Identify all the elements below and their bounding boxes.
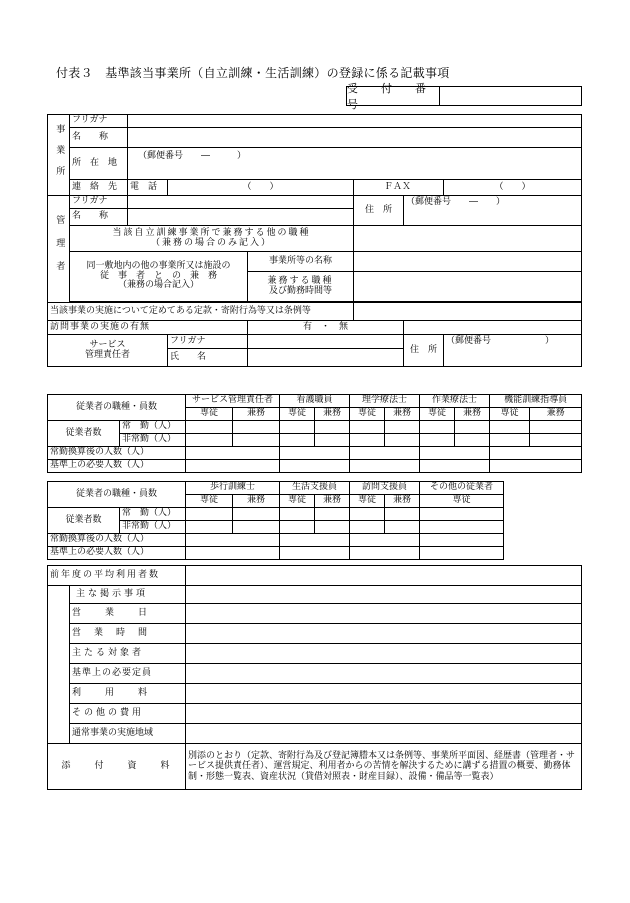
manager-name-label: 名 称 [70,209,128,226]
manager-other-line3: （兼務の場合記入） [117,280,199,291]
staff2-cell[interactable] [420,547,504,560]
reception-number-label: 受 付 番 号 [347,82,449,111]
manager-furigana-label: フリガナ [70,196,128,209]
manager-name-field[interactable] [128,209,354,226]
staff2-cell[interactable] [420,534,504,547]
bottom-table [47,565,582,790]
staff1-cell[interactable] [233,434,280,447]
staff2-cell[interactable] [233,521,280,534]
staff-table-1 [47,394,582,473]
svc-manager-postal: （郵便番号 ） [444,335,582,349]
staff2-fulltime-label: 常 勤（人） [120,508,186,521]
staff2-cell[interactable] [385,508,420,521]
manager-duty-line1: 兼務する職種 [267,276,334,287]
staff2-cell[interactable] [280,534,350,547]
staff1-cell[interactable] [315,421,350,434]
staff1-cell[interactable] [490,434,530,447]
posted-item-0: 営 業 日 [70,604,186,624]
staff2-cell[interactable] [280,547,350,560]
staff1-cell[interactable] [186,434,233,447]
staff2-role-0: 歩行訓練士 [186,482,280,495]
posted-item-5: その他の費用 [70,704,186,724]
staff2-cell[interactable] [350,508,385,521]
staff1-cell[interactable] [420,447,490,460]
staff2-cell[interactable] [315,508,350,521]
staff1-cell[interactable] [530,421,582,434]
staff2-full-0: 専従 [186,495,233,508]
manager-other-office-label [70,252,248,302]
staff2-full-1: 専従 [280,495,315,508]
staff2-role-2: 訪問支援員 [350,482,420,495]
reception-number-field[interactable] [440,87,581,105]
staff1-full-1: 専従 [280,408,315,421]
staff1-cell[interactable] [455,434,490,447]
office-manager-table [47,114,582,367]
manager-concurrent-line2: （兼務の場合のみ記入） [150,237,272,248]
staff2-cell[interactable] [280,521,315,534]
posted-header-field [186,586,582,604]
office-phone-label: 電 話 [128,180,168,196]
staff2-role-1: 生活支援員 [280,482,350,495]
form-title: 付表３ 基準該当事業所（自立訓練・生活訓練）の登録に係る記載事項 [56,66,450,80]
manager-other-line1: 同一敷地内の他の事業所又は施設の [86,261,231,272]
svc-manager-address-field[interactable] [444,349,582,367]
office-address-field[interactable] [128,166,582,180]
svc-manager-name-field[interactable] [248,349,404,367]
posted-field-5[interactable] [186,704,582,724]
staff2-cell[interactable] [420,508,504,521]
staff1-fulltime-label: 常 勤（人） [120,421,186,434]
staff2-cell[interactable] [186,508,233,521]
staff1-cell[interactable] [350,460,420,473]
posted-item-4: 利 用 料 [70,684,186,704]
posted-field-4[interactable] [186,684,582,704]
staff2-header: 従業者の職種・員数 [48,482,186,508]
svc-manager-line2: 管理責任者 [84,349,130,360]
staff2-required-label: 基準上の必要人数（人） [48,547,186,560]
staff1-cell[interactable] [280,434,315,447]
staff1-cell[interactable] [420,434,455,447]
staff1-cell[interactable] [186,460,280,473]
staff1-cell[interactable] [186,447,280,460]
staff2-cell[interactable] [350,547,420,560]
staff1-cell[interactable] [490,460,582,473]
svc-manager-furigana-field[interactable] [248,335,404,349]
staff2-cell[interactable] [350,521,385,534]
office-section-label: 事業所 [48,115,70,196]
staff1-role-3: 作業療法士 [420,395,490,408]
staff2-cell[interactable] [186,547,280,560]
rules-label: 当該事業の実施について定めてある定款・寄附行為等又は条例等 [48,303,354,321]
staff1-cell[interactable] [350,421,385,434]
staff1-role-0: サービス管理責任者 [186,395,280,408]
manager-concurrent-line1: 当該自立訓練事業所で兼務する他の職種 [112,228,311,239]
manager-furigana-field[interactable] [128,196,354,209]
staff2-cell[interactable] [186,521,233,534]
staff1-conc-2: 兼務 [385,408,420,421]
svc-manager-label [48,335,168,367]
attach-label: 添 付 資 料 [48,744,186,790]
office-address-label: 所 在 地 [70,148,128,180]
office-furigana-label: フリガナ [70,115,128,128]
staff2-full-3: 専従 [420,495,504,508]
posted-item-3: 基準上の必要定員 [70,664,186,684]
posted-spacer [48,586,70,744]
visit-extra [404,321,582,335]
staff1-role-4: 機能訓練指導員 [490,395,582,408]
staff1-cell[interactable] [315,434,350,447]
staff1-cell[interactable] [350,447,420,460]
staff1-required-label: 基準上の必要人数（人） [48,460,186,473]
staff2-conc-0: 兼務 [233,495,280,508]
staff1-role-2: 理学療法士 [350,395,420,408]
staff-table-2 [47,481,504,560]
staff2-cell[interactable] [385,521,420,534]
posted-field-3[interactable] [186,664,582,684]
staff1-full-2: 専従 [350,408,385,421]
posted-header: 主な掲示事項 [70,586,186,604]
staff1-fte-label: 常勤換算後の人数（人） [48,447,186,460]
manager-other-line2: 従 事 者 と の 兼 務 [99,270,217,281]
staff1-cell[interactable] [186,421,233,434]
staff2-count-label: 従業者数 [48,508,120,534]
office-fax-field[interactable]: （ ） [444,180,582,196]
staff2-full-2: 専従 [350,495,385,508]
svc-manager-line1: サービス [89,340,126,351]
staff1-cell[interactable] [490,447,582,460]
staff2-conc-2: 兼務 [385,495,420,508]
staff1-cell[interactable] [420,460,490,473]
staff1-cell[interactable] [385,434,420,447]
office-postal: （郵便番号 ― ） [128,148,582,166]
manager-address-label: 住 所 [354,196,404,226]
staff2-role-3: その他の従業者 [420,482,504,495]
staff1-conc-0: 兼務 [233,408,280,421]
office-name-label: 名 称 [70,128,128,148]
svc-manager-address-label: 住 所 [404,335,444,367]
staff2-cell[interactable] [315,521,350,534]
staff2-cell[interactable] [186,534,280,547]
staff1-cell[interactable] [280,421,315,434]
office-fax-label: ＦＡＸ [354,180,444,196]
staff1-cell[interactable] [280,460,350,473]
staff1-parttime-label: 非常勤（人） [120,434,186,447]
manager-duty-label [248,272,354,302]
staff2-parttime-label: 非常勤（人） [120,521,186,534]
rules-field[interactable] [354,303,582,321]
reception-number-box [346,82,582,111]
posted-item-2: 主たる対象者 [70,644,186,664]
staff1-cell[interactable] [490,421,530,434]
staff1-cell[interactable] [233,421,280,434]
office-name-field[interactable] [128,128,582,148]
staff2-fte-label: 常勤換算後の人数（人） [48,534,186,547]
office-furigana-field[interactable] [128,115,582,128]
staff1-full-3: 専従 [420,408,455,421]
staff2-cell[interactable] [420,521,504,534]
manager-concurrent-field[interactable] [354,226,582,252]
staff2-conc-1: 兼務 [315,495,350,508]
staff1-conc-4: 兼務 [530,408,582,421]
posted-field-1[interactable] [186,624,582,644]
svc-manager-name-label: 氏 名 [168,349,248,367]
office-phone-field[interactable]: （ ） [168,180,354,196]
manager-office-name-label: 事業所等の名称 [248,252,354,272]
attach-text: 別添のとおり（定款、寄附行為及び登記簿謄本又は条例等、事業所平面図、経歴書（管理者・サービス提供責任者）、運営規定、利用者からの苦情を解決するために講ずる措置の概要、勤務体制・形態一覧表、資産状況（貸借対照表・財産目録）、設備・備品等一覧表） [186,744,582,790]
staff2-cell[interactable] [280,508,315,521]
staff1-cell[interactable] [385,421,420,434]
staff1-cell[interactable] [280,447,350,460]
staff1-full-4: 専従 [490,408,530,421]
staff2-cell[interactable] [233,508,280,521]
avg-users-label: 前年度の平均利用者数 [48,566,186,586]
staff1-cell[interactable] [530,434,582,447]
staff1-cell[interactable] [350,434,385,447]
manager-duty-field[interactable] [354,272,582,302]
manager-concurrent-label [70,226,354,252]
posted-item-1: 営 業 時 間 [70,624,186,644]
visit-label: 訪問事業の実施の有無 [48,321,248,335]
office-contact-label: 連 絡 先 [70,180,128,196]
posted-field-6[interactable] [186,724,582,744]
posted-item-6: 通常事業の実施地域 [70,724,186,744]
visit-value[interactable]: 有 ・ 無 [248,321,404,335]
staff1-cell[interactable] [455,421,490,434]
staff1-header: 従業者の職種・員数 [48,395,186,421]
manager-duty-line2: 及び勤務時間等 [268,285,332,296]
avg-users-field[interactable] [186,566,582,586]
svc-manager-furigana-label: フリガナ [168,335,248,349]
posted-field-0[interactable] [186,604,582,624]
staff1-conc-3: 兼務 [455,408,490,421]
manager-postal: （郵便番号 ― ） [404,196,582,209]
staff2-cell[interactable] [350,534,420,547]
staff1-full-0: 専従 [186,408,233,421]
posted-field-2[interactable] [186,644,582,664]
staff1-conc-1: 兼務 [315,408,350,421]
staff1-role-1: 看護職員 [280,395,350,408]
manager-office-name-field[interactable] [354,252,582,272]
manager-address-field[interactable] [404,209,582,226]
manager-section-label: 管理者 [48,196,70,303]
staff1-count-label: 従業者数 [48,421,120,447]
staff1-cell[interactable] [420,421,455,434]
